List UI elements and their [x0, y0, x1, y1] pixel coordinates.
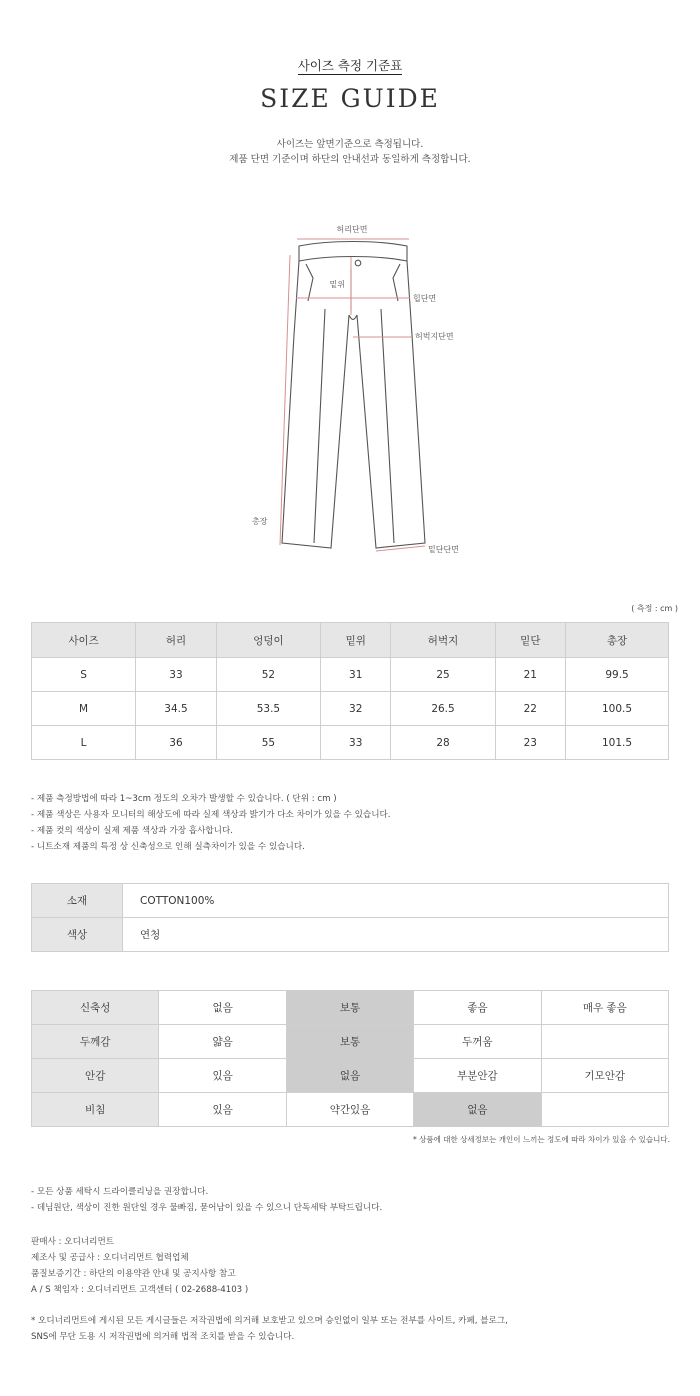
- table-cell: 33: [136, 658, 217, 692]
- color-value: 연청: [123, 918, 669, 952]
- table-cell: 100.5: [566, 692, 669, 726]
- seller-info: [31, 1234, 248, 1298]
- copyright-line: SNS에 무단 도용 시 저작권법에 의거해 법적 조치를 받을 수 있습니다.: [31, 1332, 295, 1342]
- column-header: 총장: [566, 623, 669, 658]
- feature-option: 약간있음: [286, 1093, 413, 1127]
- table-cell: L: [32, 726, 136, 760]
- table-cell: 52: [216, 658, 320, 692]
- size-guide-heading: 사이즈 측정 기준표: [297, 58, 403, 73]
- table-row: [32, 692, 669, 726]
- color-label: 색상: [32, 918, 123, 952]
- material-table: [31, 883, 669, 952]
- feature-label: 신축성: [32, 991, 159, 1025]
- copyright-line: * 오디너리먼트에 게시된 모든 게시글들은 저작권법에 의거해 보호받고 있으며 승인없이 일부 또는 전부를 사이트, 카페, 블로그,: [31, 1316, 508, 1326]
- copyright-notice: [31, 1313, 508, 1345]
- table-cell: 55: [216, 726, 320, 760]
- feature-row-sheerness: [32, 1093, 669, 1127]
- feature-row-stretch: [32, 991, 669, 1025]
- material-value: COTTON100%: [123, 884, 669, 918]
- note-line: - 니트소재 제품의 특정 상 신축성으로 인해 실측차이가 있을 수 있습니다.: [31, 842, 305, 852]
- feature-option: 기모안감: [541, 1059, 668, 1093]
- table-cell: 99.5: [566, 658, 669, 692]
- table-cell: 53.5: [216, 692, 320, 726]
- hip-label: 힙단면: [413, 294, 437, 303]
- feature-option: 없음: [159, 991, 286, 1025]
- measurement-notes: [31, 791, 391, 855]
- note-line: - 제품 색상은 사용자 모니터의 해상도에 따라 실제 색상과 밝기가 다소 차이가 있을 수 있습니다.: [31, 810, 391, 820]
- column-header: 엉덩이: [216, 623, 320, 658]
- pants-outline-icon: [282, 242, 425, 549]
- seller-line: 제조사 및 공급사 : 오디너리먼트 협력업체: [31, 1253, 189, 1263]
- column-header: 허리: [136, 623, 217, 658]
- table-cell: 23: [495, 726, 566, 760]
- feature-option: 없음: [414, 1093, 541, 1127]
- table-cell: 21: [495, 658, 566, 692]
- rise-label: 밑위: [329, 280, 345, 289]
- care-line: - 모든 상품 세탁시 드라이클리닝을 권장합니다.: [31, 1187, 209, 1197]
- care-instructions: [31, 1184, 382, 1216]
- table-cell: 28: [391, 726, 495, 760]
- seller-line: 품질보증기간 : 하단의 이용약관 안내 및 공지사항 참고: [31, 1269, 236, 1279]
- feature-option: 있음: [159, 1093, 286, 1127]
- table-row: [32, 726, 669, 760]
- seller-line: 판매사 : 오디너리먼트: [31, 1237, 115, 1247]
- seller-line: A / S 책임자 : 오디너리먼트 고객센터 ( 02-2688-4103 ): [31, 1285, 249, 1295]
- note-line: - 제품 측정방법에 따라 1~3cm 정도의 오차가 발생할 수 있습니다. ( 단위 : cm ): [31, 794, 337, 804]
- column-header: 밑단: [495, 623, 566, 658]
- table-cell: 33: [320, 726, 391, 760]
- table-header-row: [32, 623, 669, 658]
- feature-row-lining: [32, 1059, 669, 1093]
- feature-option: 매우 좋음: [541, 991, 668, 1025]
- feature-label: 안감: [32, 1059, 159, 1093]
- column-header: 사이즈: [32, 623, 136, 658]
- length-label: 총장: [252, 517, 268, 526]
- table-cell: 34.5: [136, 692, 217, 726]
- intro-line: 제품 단면 기준이며 하단의 안내선과 동일하게 측정합니다.: [229, 154, 471, 165]
- intro-line: 사이즈는 앞면기준으로 측정됩니다.: [276, 139, 424, 150]
- table-cell: 36: [136, 726, 217, 760]
- care-line: - 데님원단, 색상이 진한 원단일 경우 물빠짐, 묻어남이 있을 수 있으니 단독세탁 부탁드립니다.: [31, 1203, 383, 1213]
- feature-option: 얇음: [159, 1025, 286, 1059]
- table-cell: 22: [495, 692, 566, 726]
- column-header: 허벅지: [391, 623, 495, 658]
- table-cell: 26.5: [391, 692, 495, 726]
- table-cell: S: [32, 658, 136, 692]
- feature-option: 부분안감: [414, 1059, 541, 1093]
- hem-label: 밑단단면: [428, 545, 459, 554]
- feature-label: 두께감: [32, 1025, 159, 1059]
- page-title: SIZE GUIDE: [260, 84, 440, 113]
- feature-note: * 상품에 대한 상세정보는 개인이 느끼는 정도에 따라 차이가 있을 수 있습니다.: [413, 1135, 670, 1144]
- feature-option: [541, 1093, 668, 1127]
- feature-option: 좋음: [414, 991, 541, 1025]
- material-label: 소재: [32, 884, 123, 918]
- column-header: 밑위: [320, 623, 391, 658]
- thigh-label: 허벅지단면: [415, 332, 454, 341]
- feature-label: 비침: [32, 1093, 159, 1127]
- unit-note: ( 측정 : cm ): [631, 604, 678, 613]
- feature-option: 있음: [159, 1059, 286, 1093]
- table-cell: 101.5: [566, 726, 669, 760]
- feature-option: 없음: [286, 1059, 413, 1093]
- waist-label: 허리단면: [336, 225, 368, 234]
- feature-option: 보통: [286, 1025, 413, 1059]
- table-row: [32, 918, 669, 952]
- feature-option: 두꺼움: [414, 1025, 541, 1059]
- feature-row-thickness: [32, 1025, 669, 1059]
- feature-table: [31, 990, 669, 1127]
- feature-option: 보통: [286, 991, 413, 1025]
- pants-measurement-diagram: [0, 215, 700, 560]
- table-cell: 31: [320, 658, 391, 692]
- table-row: [32, 884, 669, 918]
- size-table: [31, 622, 669, 760]
- feature-option: [541, 1025, 668, 1059]
- table-row: [32, 658, 669, 692]
- table-cell: 25: [391, 658, 495, 692]
- measurement-lines: [280, 239, 425, 551]
- note-line: - 제품 컷의 색상이 실제 제품 색상과 가장 흡사합니다.: [31, 826, 234, 836]
- table-cell: 32: [320, 692, 391, 726]
- table-cell: M: [32, 692, 136, 726]
